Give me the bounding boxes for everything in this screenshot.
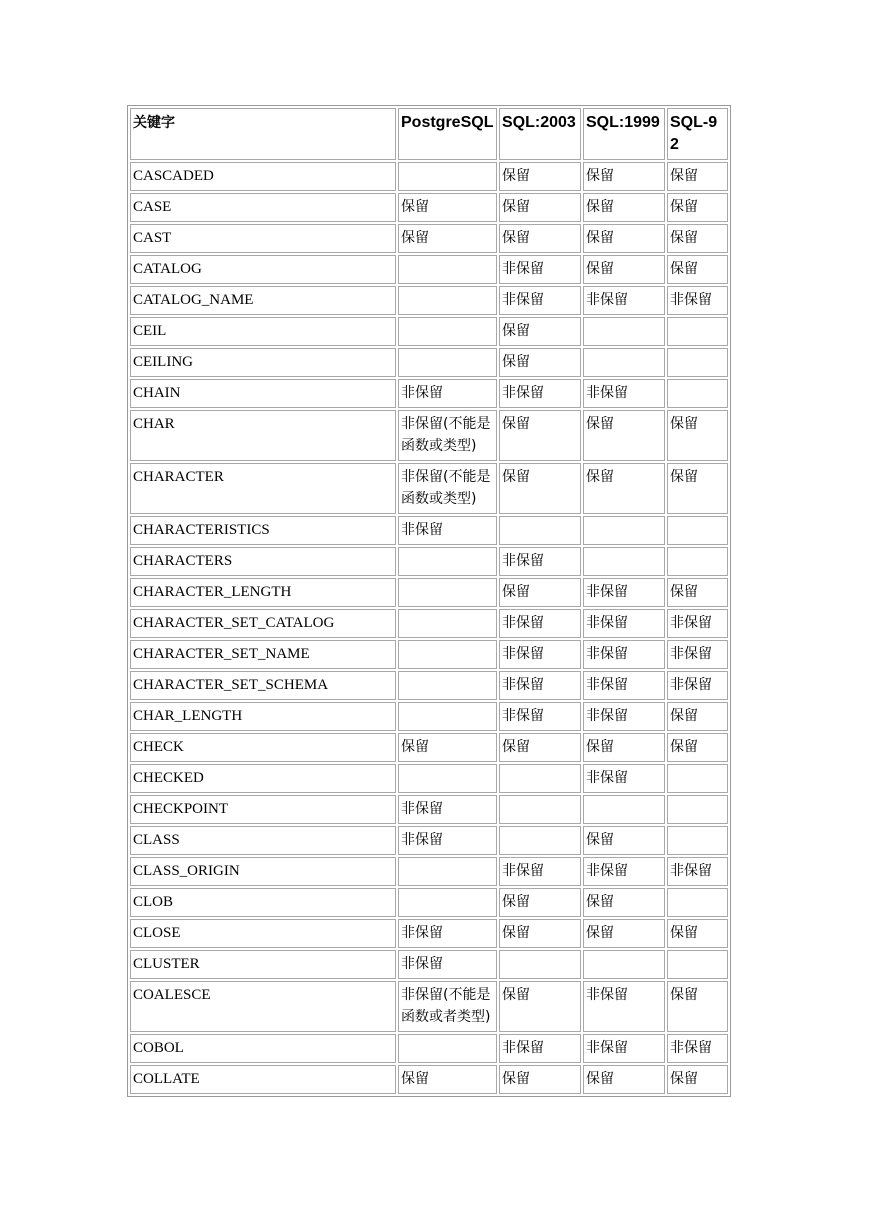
sql92-cell <box>667 516 728 545</box>
postgresql-cell <box>398 578 497 607</box>
sql92-cell: 非保留 <box>667 640 728 669</box>
sql2003-cell: 非保留 <box>499 671 581 700</box>
table-row <box>130 224 728 253</box>
sql92-cell: 非保留 <box>667 286 728 315</box>
keyword-cell: CHECK <box>130 733 396 762</box>
sql1999-cell: 保留 <box>583 193 665 222</box>
sql1999-cell: 非保留 <box>583 578 665 607</box>
sql2003-cell <box>499 795 581 824</box>
keyword-cell: CATALOG_NAME <box>130 286 396 315</box>
table-row <box>130 919 728 948</box>
table-row <box>130 950 728 979</box>
sql1999-cell <box>583 795 665 824</box>
sql2003-cell: 保留 <box>499 733 581 762</box>
keyword-cell: CATALOG <box>130 255 396 284</box>
sql1999-cell: 非保留 <box>583 640 665 669</box>
sql92-cell: 保留 <box>667 578 728 607</box>
sql92-cell: 保留 <box>667 255 728 284</box>
postgresql-cell <box>398 888 497 917</box>
keyword-cell: CHECKED <box>130 764 396 793</box>
keyword-cell: CHARACTER_SET_NAME <box>130 640 396 669</box>
sql1999-cell: 保留 <box>583 463 665 514</box>
postgresql-cell: 非保留(不能是函数或类型) <box>398 410 497 461</box>
keyword-cell: CASE <box>130 193 396 222</box>
sql92-cell <box>667 379 728 408</box>
sql1999-cell: 非保留 <box>583 286 665 315</box>
sql2003-cell: 非保留 <box>499 255 581 284</box>
sql92-cell: 保留 <box>667 193 728 222</box>
sql2003-cell: 非保留 <box>499 547 581 576</box>
sql2003-cell: 保留 <box>499 919 581 948</box>
keyword-cell: CEILING <box>130 348 396 377</box>
sql1999-cell: 非保留 <box>583 1034 665 1063</box>
sql1999-cell <box>583 950 665 979</box>
keyword-cell: CLASS_ORIGIN <box>130 857 396 886</box>
sql1999-cell: 非保留 <box>583 857 665 886</box>
table-row <box>130 193 728 222</box>
sql1999-cell <box>583 348 665 377</box>
sql92-cell: 保留 <box>667 162 728 191</box>
table-row <box>130 1065 728 1094</box>
table-header-row <box>130 108 728 160</box>
keyword-cell: COALESCE <box>130 981 396 1032</box>
sql2003-cell: 保留 <box>499 888 581 917</box>
sql2003-cell: 保留 <box>499 162 581 191</box>
table-row <box>130 317 728 346</box>
sql1999-cell: 非保留 <box>583 609 665 638</box>
sql1999-cell: 保留 <box>583 919 665 948</box>
postgresql-cell <box>398 640 497 669</box>
sql2003-cell: 保留 <box>499 348 581 377</box>
postgresql-cell <box>398 609 497 638</box>
header-postgresql: PostgreSQL <box>398 108 497 160</box>
sql92-cell <box>667 547 728 576</box>
keyword-cell: CEIL <box>130 317 396 346</box>
sql2003-cell: 保留 <box>499 224 581 253</box>
postgresql-cell: 非保留 <box>398 516 497 545</box>
sql92-cell: 非保留 <box>667 1034 728 1063</box>
table-row <box>130 516 728 545</box>
sql2003-cell: 非保留 <box>499 640 581 669</box>
postgresql-cell <box>398 857 497 886</box>
keyword-cell: COBOL <box>130 1034 396 1063</box>
sql2003-cell <box>499 516 581 545</box>
sql2003-cell: 保留 <box>499 981 581 1032</box>
sql1999-cell: 非保留 <box>583 702 665 731</box>
sql2003-cell: 保留 <box>499 1065 581 1094</box>
postgresql-cell <box>398 317 497 346</box>
keyword-cell: CHARACTERISTICS <box>130 516 396 545</box>
header-sql2003: SQL:2003 <box>499 108 581 160</box>
postgresql-cell <box>398 547 497 576</box>
sql2003-cell: 非保留 <box>499 286 581 315</box>
table-row <box>130 671 728 700</box>
sql2003-cell: 保留 <box>499 463 581 514</box>
sql1999-cell: 非保留 <box>583 981 665 1032</box>
keyword-cell: CAST <box>130 224 396 253</box>
header-keyword: 关键字 <box>130 108 396 160</box>
keyword-cell: CHARACTER_SET_SCHEMA <box>130 671 396 700</box>
postgresql-cell: 保留 <box>398 733 497 762</box>
keyword-cell: CHAR <box>130 410 396 461</box>
postgresql-cell: 保留 <box>398 1065 497 1094</box>
postgresql-cell: 非保留 <box>398 919 497 948</box>
keyword-cell: CHECKPOINT <box>130 795 396 824</box>
sql92-cell <box>667 950 728 979</box>
sql2003-cell: 非保留 <box>499 379 581 408</box>
keyword-cell: CHARACTER_LENGTH <box>130 578 396 607</box>
keyword-table <box>127 105 731 1097</box>
postgresql-cell: 非保留 <box>398 795 497 824</box>
keyword-cell: COLLATE <box>130 1065 396 1094</box>
sql92-cell: 保留 <box>667 1065 728 1094</box>
postgresql-cell: 非保留 <box>398 950 497 979</box>
keyword-cell: CHARACTERS <box>130 547 396 576</box>
postgresql-cell <box>398 1034 497 1063</box>
postgresql-cell <box>398 348 497 377</box>
table-row <box>130 1034 728 1063</box>
sql2003-cell <box>499 950 581 979</box>
sql2003-cell: 保留 <box>499 317 581 346</box>
table-row <box>130 888 728 917</box>
postgresql-cell: 保留 <box>398 224 497 253</box>
sql2003-cell: 非保留 <box>499 857 581 886</box>
sql92-cell: 非保留 <box>667 671 728 700</box>
sql1999-cell: 保留 <box>583 162 665 191</box>
table-row <box>130 764 728 793</box>
sql1999-cell: 保留 <box>583 410 665 461</box>
sql1999-cell: 保留 <box>583 1065 665 1094</box>
header-sql92: SQL-92 <box>667 108 728 160</box>
sql2003-cell: 非保留 <box>499 1034 581 1063</box>
sql92-cell: 保留 <box>667 919 728 948</box>
sql2003-cell: 保留 <box>499 410 581 461</box>
keyword-cell: CLASS <box>130 826 396 855</box>
sql2003-cell: 非保留 <box>499 609 581 638</box>
table-row <box>130 857 728 886</box>
postgresql-cell: 非保留 <box>398 826 497 855</box>
sql1999-cell: 保留 <box>583 888 665 917</box>
sql1999-cell <box>583 317 665 346</box>
sql92-cell: 保留 <box>667 702 728 731</box>
sql92-cell: 保留 <box>667 733 728 762</box>
sql92-cell <box>667 764 728 793</box>
document-page <box>127 105 729 1097</box>
postgresql-cell <box>398 764 497 793</box>
sql92-cell <box>667 826 728 855</box>
sql92-cell: 非保留 <box>667 609 728 638</box>
table-row <box>130 826 728 855</box>
postgresql-cell <box>398 286 497 315</box>
postgresql-cell <box>398 671 497 700</box>
postgresql-cell <box>398 162 497 191</box>
postgresql-cell <box>398 255 497 284</box>
postgresql-cell: 非保留 <box>398 379 497 408</box>
keyword-cell: CHAR_LENGTH <box>130 702 396 731</box>
sql92-cell: 保留 <box>667 981 728 1032</box>
table-row <box>130 640 728 669</box>
sql92-cell <box>667 317 728 346</box>
table-row <box>130 348 728 377</box>
table-row <box>130 162 728 191</box>
table-row <box>130 463 728 514</box>
keyword-cell: CLOB <box>130 888 396 917</box>
sql1999-cell: 非保留 <box>583 671 665 700</box>
postgresql-cell: 非保留(不能是函数或类型) <box>398 463 497 514</box>
sql92-cell <box>667 795 728 824</box>
sql1999-cell: 保留 <box>583 826 665 855</box>
keyword-cell: CASCADED <box>130 162 396 191</box>
table-row <box>130 609 728 638</box>
sql92-cell: 保留 <box>667 463 728 514</box>
keyword-cell: CLUSTER <box>130 950 396 979</box>
sql1999-cell: 非保留 <box>583 379 665 408</box>
sql1999-cell: 保留 <box>583 255 665 284</box>
header-sql1999: SQL:1999 <box>583 108 665 160</box>
table-row <box>130 795 728 824</box>
table-body <box>130 162 728 1094</box>
table-row <box>130 733 728 762</box>
postgresql-cell <box>398 702 497 731</box>
sql92-cell <box>667 348 728 377</box>
table-row <box>130 255 728 284</box>
sql92-cell: 非保留 <box>667 857 728 886</box>
table-row <box>130 702 728 731</box>
table-row <box>130 578 728 607</box>
sql1999-cell <box>583 547 665 576</box>
keyword-cell: CHARACTER <box>130 463 396 514</box>
sql92-cell: 保留 <box>667 410 728 461</box>
sql92-cell: 保留 <box>667 224 728 253</box>
keyword-cell: CLOSE <box>130 919 396 948</box>
table-row <box>130 547 728 576</box>
table-row <box>130 981 728 1032</box>
table-row <box>130 379 728 408</box>
keyword-cell: CHARACTER_SET_CATALOG <box>130 609 396 638</box>
sql1999-cell <box>583 516 665 545</box>
keyword-cell: CHAIN <box>130 379 396 408</box>
sql2003-cell: 保留 <box>499 193 581 222</box>
table-row <box>130 410 728 461</box>
sql1999-cell: 非保留 <box>583 764 665 793</box>
sql2003-cell <box>499 826 581 855</box>
sql2003-cell: 非保留 <box>499 702 581 731</box>
sql1999-cell: 保留 <box>583 733 665 762</box>
sql92-cell <box>667 888 728 917</box>
sql2003-cell <box>499 764 581 793</box>
table-row <box>130 286 728 315</box>
sql2003-cell: 保留 <box>499 578 581 607</box>
postgresql-cell: 非保留(不能是函数或者类型) <box>398 981 497 1032</box>
sql1999-cell: 保留 <box>583 224 665 253</box>
postgresql-cell: 保留 <box>398 193 497 222</box>
